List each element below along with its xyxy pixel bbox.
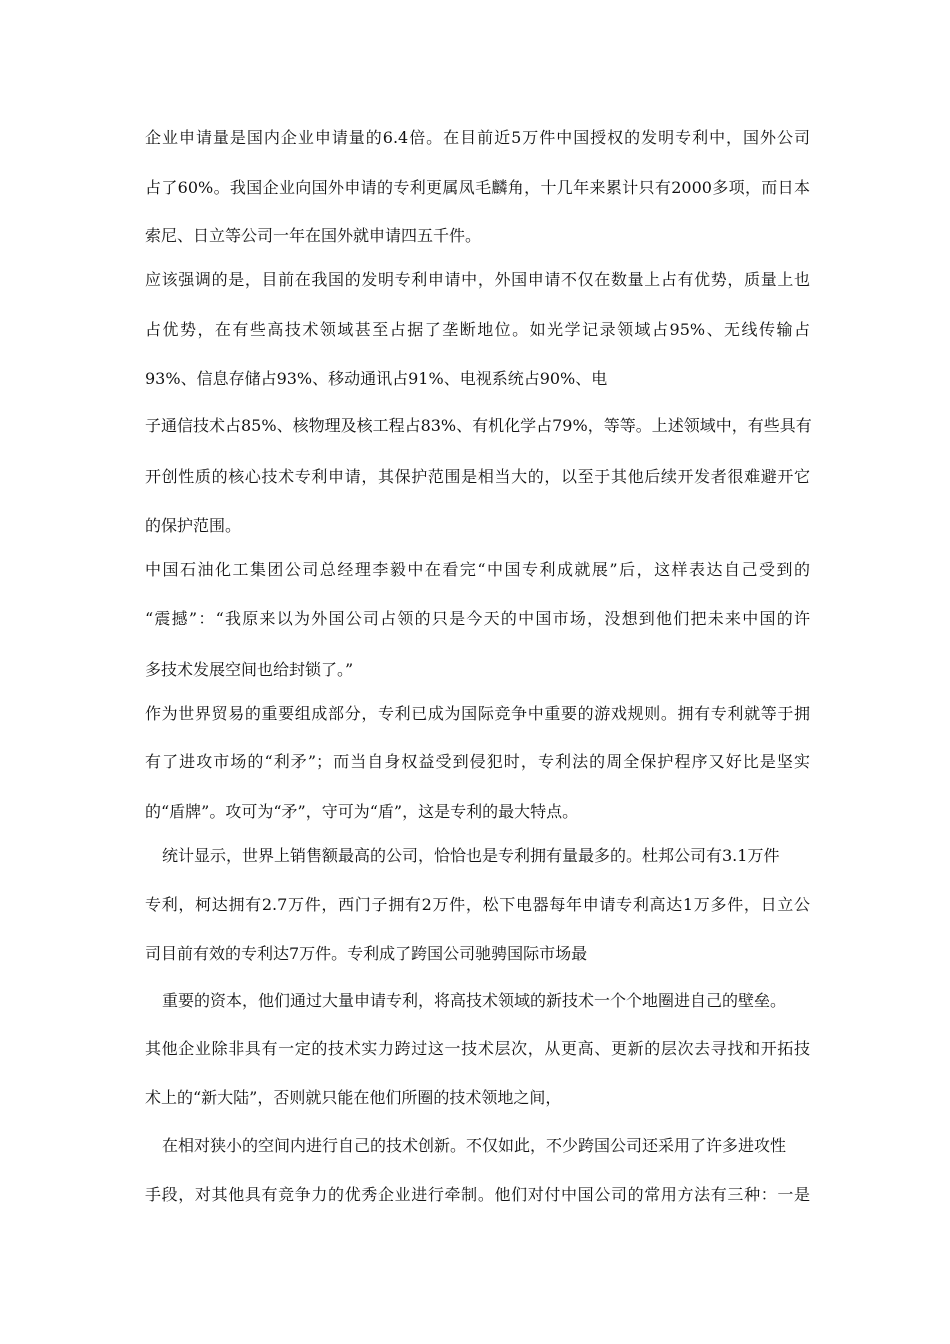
text-line: 其他企业除非具有一定的技术实力跨过这一技术层次，从更高、更新的层次去寻找和开拓技 (145, 1039, 810, 1058)
text-line: 司目前有效的专利达7万件。专利成了跨国公司驰骋国际市场最 (145, 944, 588, 963)
text-line: 术上的“新大陆”，否则就只能在他们所圈的技术领地之间， (145, 1088, 562, 1107)
text-line: 作为世界贸易的重要组成部分，专利已成为国际竞争中重要的游戏规则。拥有专利就等于拥 (145, 704, 810, 723)
text-line: “震撼”：“我原来以为外国公司占领的只是今天的中国市场，没想到他们把未来中国的许 (145, 609, 810, 628)
text-line: 的“盾牌”。攻可为“矛”，守可为“盾”，这是专利的最大特点。 (145, 802, 579, 821)
text-line: 索尼、日立等公司一年在国外就申请四五千件。 (145, 226, 482, 245)
text-line: 企业申请量是国内企业申请量的6.4倍。在目前近5万件中国授权的发明专利中，国外公司 (145, 128, 810, 147)
text-line: 的保护范围。 (145, 516, 242, 535)
text-line: 多技术发展空间也给封锁了。” (145, 660, 354, 679)
text-line: 重要的资本，他们通过大量申请专利，将高技术领域的新技术一个个地圈进自己的壁垒。 (162, 991, 787, 1010)
text-line: 中国石油化工集团公司总经理李毅中在看完“中国专利成就展”后，这样表达自己受到的 (145, 560, 810, 579)
text-line: 93%、信息存储占93%、移动通讯占91%、电视系统占90%、电 (145, 369, 608, 388)
text-line: 占优势，在有些高技术领域甚至占据了垄断地位。如光学记录领域占95%、无线传输占 (145, 320, 810, 339)
text-line: 统计显示，世界上销售额最高的公司，恰恰也是专利拥有量最多的。杜邦公司有3.1万件 (162, 846, 780, 865)
text-line: 手段，对其他具有竞争力的优秀企业进行牵制。他们对付中国公司的常用方法有三种：一是 (145, 1185, 810, 1204)
text-line: 占了60%。我国企业向国外申请的专利更属凤毛麟角，十几年来累计只有2000多项，而日本 (145, 178, 810, 197)
text-line: 有了进攻市场的“利矛”；而当自身权益受到侵犯时，专利法的周全保护程序又好比是坚实 (145, 752, 810, 771)
text-line: 在相对狭小的空间内进行自己的技术创新。不仅如此，不少跨国公司还采用了许多进攻性 (162, 1136, 787, 1155)
text-line: 专利，柯达拥有2.7万件，西门子拥有2万件，松下电器每年申请专利高达1万多件，日立公 (145, 895, 810, 914)
text-line: 应该强调的是，目前在我国的发明专利申请中，外国申请不仅在数量上占有优势，质量上也 (145, 270, 810, 289)
text-line: 开创性质的核心技术专利申请，其保护范围是相当大的，以至于其他后续开发者很难避开它 (145, 467, 810, 486)
text-line: 子通信技术占85%、核物理及核工程占83%、有机化学占79%，等等。上述领域中，有些具有 (145, 416, 812, 435)
